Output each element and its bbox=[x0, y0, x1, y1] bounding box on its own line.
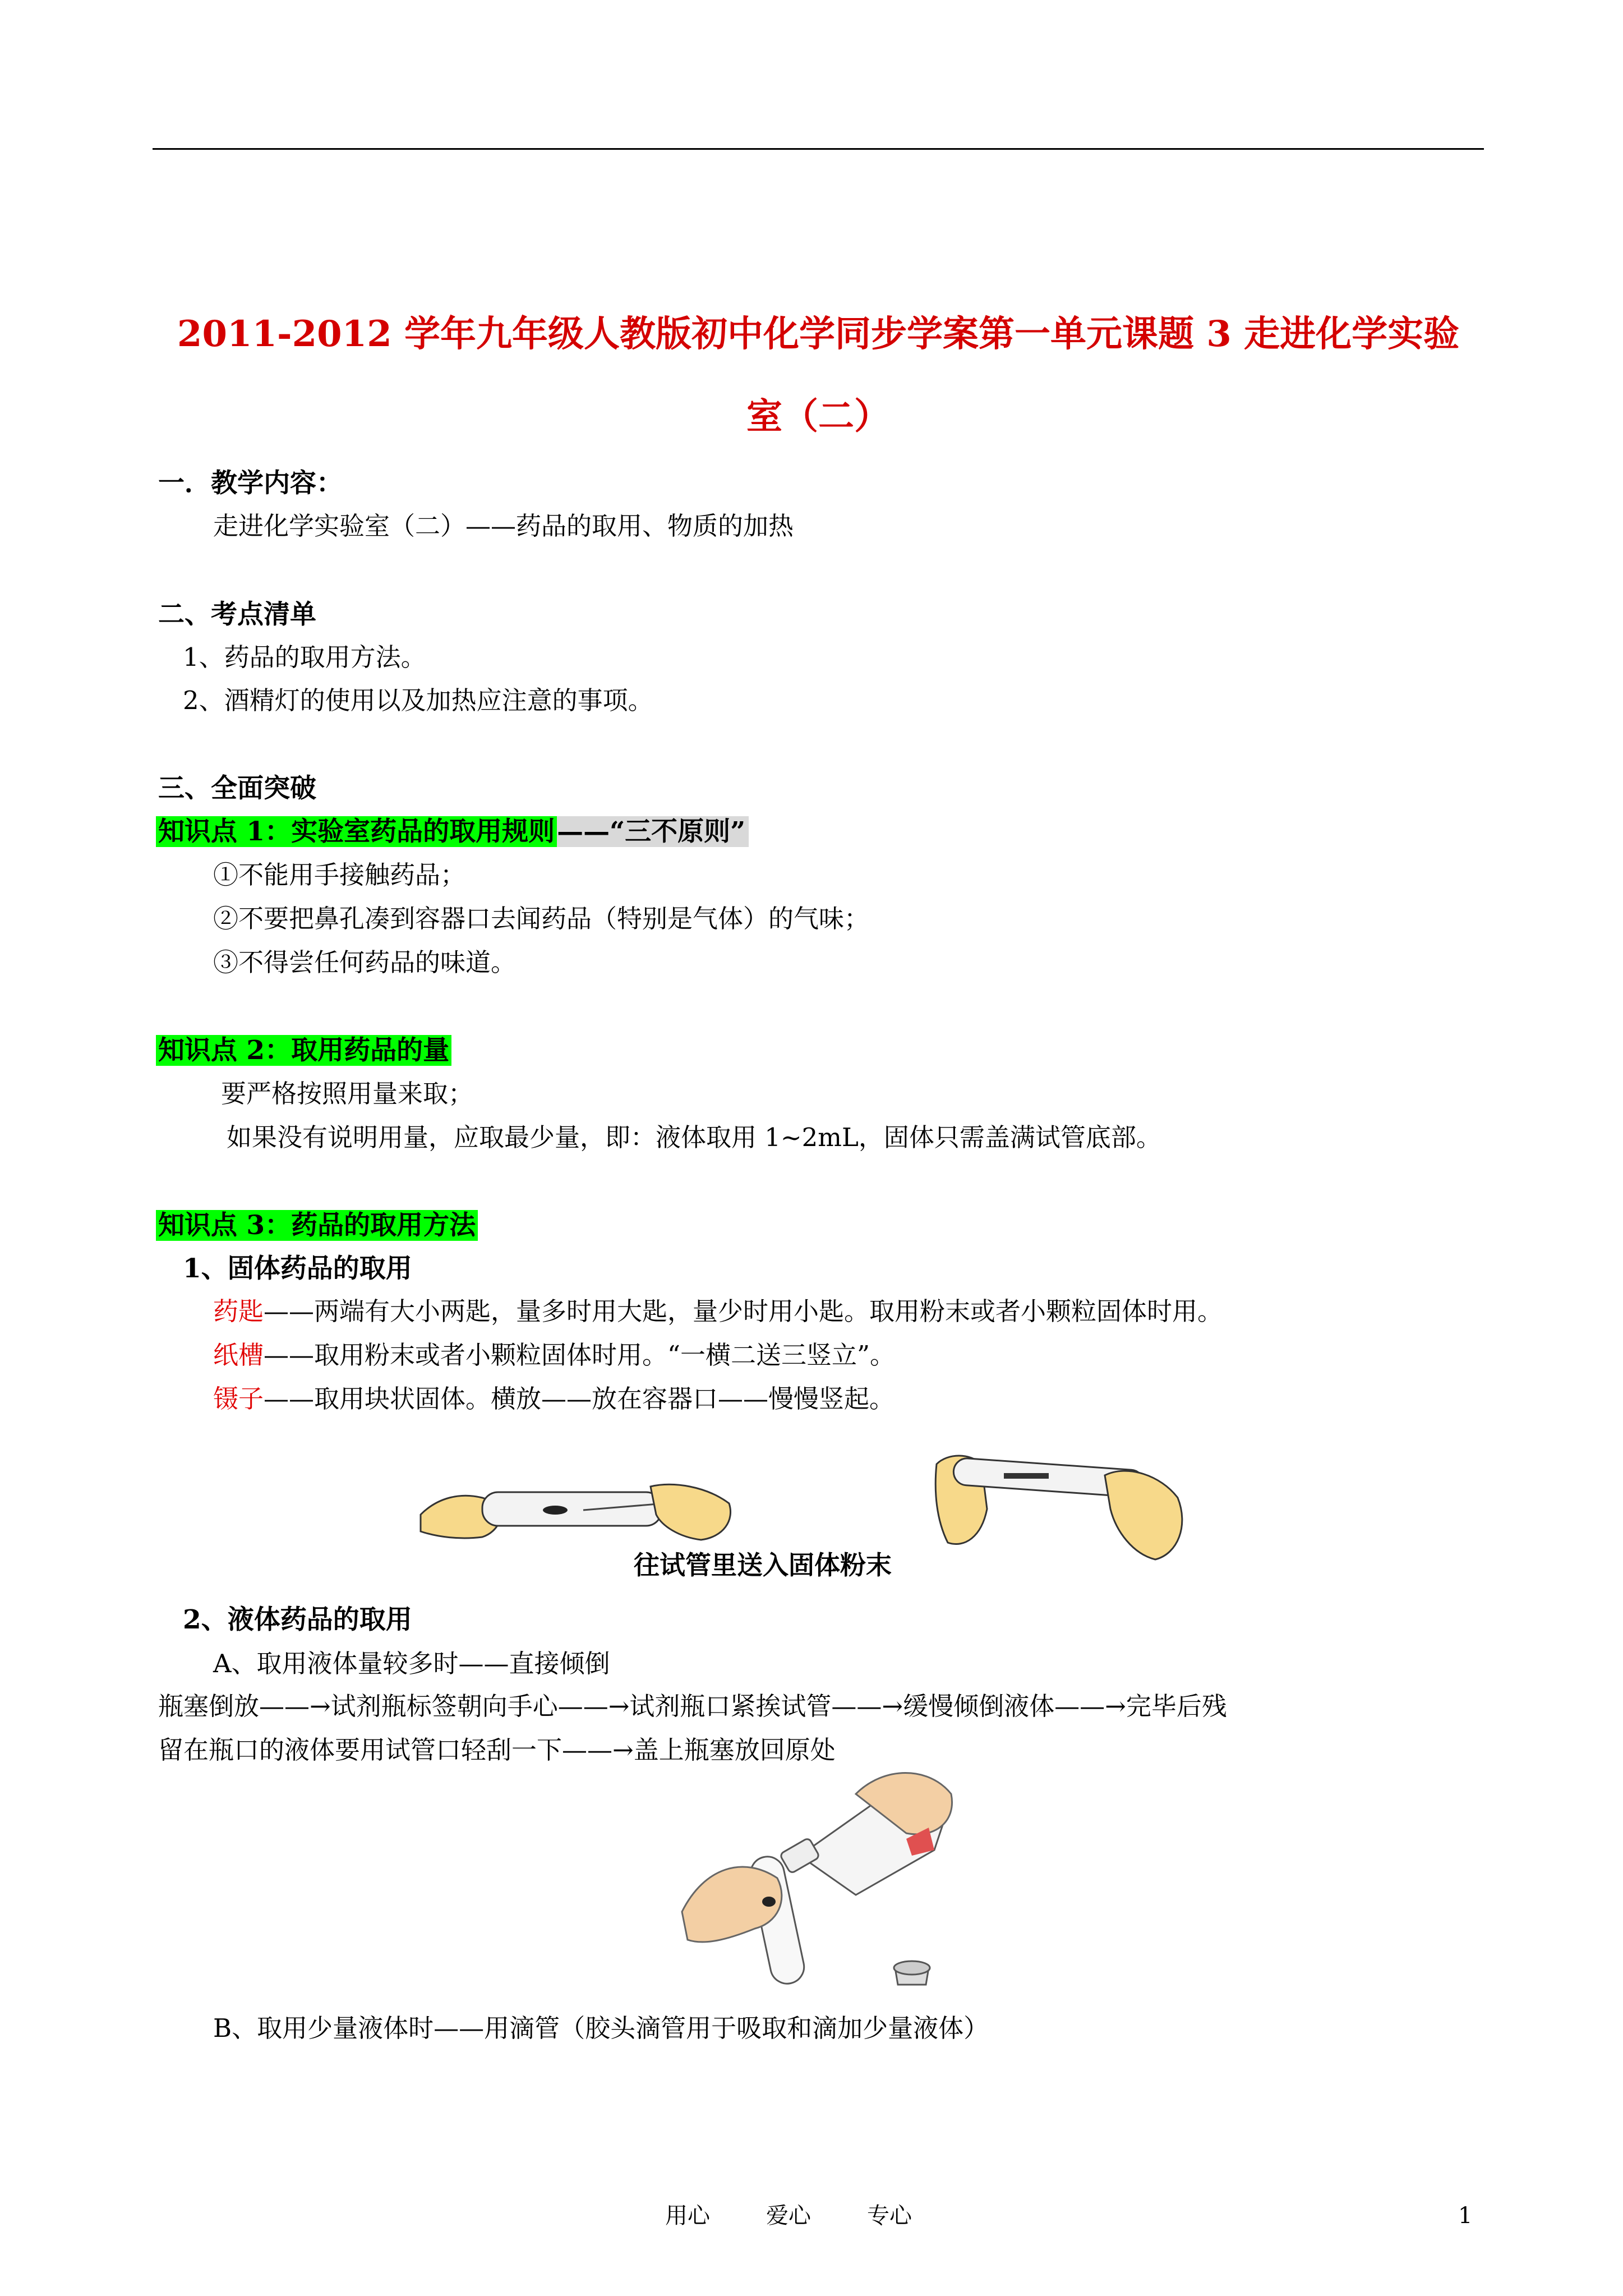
kp1-label: 知识点 1：实验室药品的取用规则 bbox=[156, 816, 557, 847]
tool-term: 镊子 bbox=[213, 1384, 264, 1414]
liquid-heading: 2、液体药品的取用 bbox=[183, 1604, 412, 1635]
header-rule bbox=[153, 148, 1484, 150]
kp3-label: 知识点 3：药品的取用方法 bbox=[156, 1210, 478, 1241]
knowledge-point-1 bbox=[156, 815, 749, 849]
rule-item: ②不要把鼻孔凑到容器口去闻药品（特别是气体）的气味； bbox=[213, 904, 870, 933]
rule-item: ③不得尝任何药品的味道。 bbox=[213, 947, 517, 977]
liquid-a-heading: A、取用液体量较多时——直接倾倒 bbox=[213, 1649, 610, 1678]
kp2-line: 要严格按照用量来取； bbox=[221, 1079, 474, 1108]
section1-content: 走进化学实验室（二）——药品的取用、物质的加热 bbox=[213, 511, 794, 541]
checklist-item: 2、酒精灯的使用以及加热应注意的事项。 bbox=[183, 685, 653, 715]
tool-term: 纸槽 bbox=[213, 1340, 264, 1370]
knowledge-point-2 bbox=[156, 1033, 451, 1068]
kp2-label: 知识点 2：取用药品的量 bbox=[156, 1035, 451, 1066]
powder-figure-caption: 往试管里送入固体粉末 bbox=[634, 1550, 892, 1580]
liquid-b-heading: B、取用少量液体时——用滴管（胶头滴管用于吸取和滴加少量液体） bbox=[213, 2013, 989, 2043]
pouring-figure bbox=[671, 1755, 968, 1996]
footer-word: 爱心 bbox=[766, 2203, 811, 2229]
pouring-illustration bbox=[671, 1755, 968, 1996]
document-title-line2: 室（二） bbox=[746, 395, 890, 438]
section2-heading: 二、考点清单 bbox=[158, 599, 316, 630]
solid-tool-item bbox=[213, 1338, 895, 1372]
document-title-line1: 2011-2012 学年九年级人教版初中化学同步学案第一单元课题 3 走进化学实验 bbox=[177, 313, 1460, 355]
page-number: 1 bbox=[1458, 2203, 1473, 2229]
checklist-item: 1、药品的取用方法。 bbox=[183, 642, 426, 672]
liquid-a-steps-line1: 瓶塞倒放——→试剂瓶标签朝向手心——→试剂瓶口紧挨试管——→缓慢倾倒液体——→完毕后残 bbox=[158, 1691, 1227, 1721]
kp1-suffix: ——“三不原则” bbox=[557, 816, 749, 847]
solid-heading: 1、固体药品的取用 bbox=[183, 1253, 412, 1284]
tool-desc: ——取用块状固体。横放——放在容器口——慢慢竖起。 bbox=[264, 1384, 895, 1414]
section1-heading: 一．教学内容： bbox=[158, 468, 343, 499]
tool-desc: ——取用粉末或者小颗粒固体时用。“一横二送三竖立”。 bbox=[264, 1340, 896, 1370]
footer-word: 用心 bbox=[665, 2203, 710, 2229]
knowledge-point-3 bbox=[156, 1208, 478, 1243]
tool-term: 药匙 bbox=[213, 1296, 264, 1326]
rule-item: ①不能用手接触药品； bbox=[213, 860, 466, 890]
solid-tool-item bbox=[213, 1382, 895, 1416]
tool-desc: ——两端有大小两匙，量多时用大匙，量少时用小匙。取用粉末或者小颗粒固体时用。 bbox=[264, 1296, 1223, 1326]
section3-heading: 三、全面突破 bbox=[158, 773, 316, 804]
solid-tool-item bbox=[213, 1295, 1223, 1328]
footer-word: 专心 bbox=[867, 2203, 912, 2229]
liquid-a-steps-line2: 留在瓶口的液体要用试管口轻刮一下——→盖上瓶塞放回原处 bbox=[158, 1735, 836, 1765]
kp2-line: 如果没有说明用量，应取最少量，即：液体取用 1~2mL，固体只需盖满试管底部。 bbox=[227, 1122, 1161, 1152]
